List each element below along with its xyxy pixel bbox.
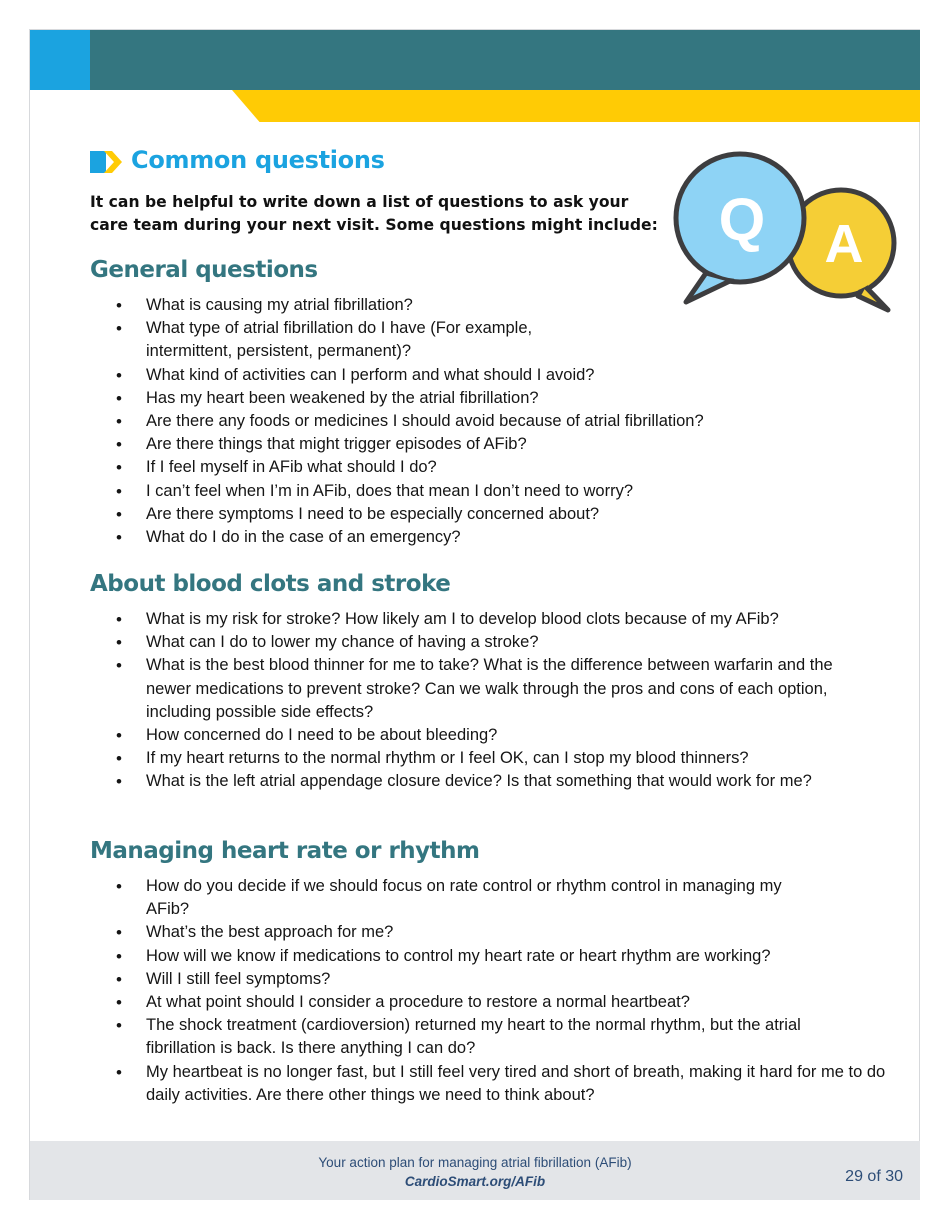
list-item: • If my heart returns to the normal rhythm or I feel OK, can I stop my blood thinners?	[110, 747, 870, 770]
list-item: • How will we know if medications to control my heart rate or heart rhythm are working?	[110, 945, 870, 968]
list-item: • My heartbeat is no longer fast, but I still feel very tired and short of breath, making it hard for me to do daily activities. Are there other things we need to think about?	[110, 1061, 896, 1107]
list-item: • I can’t feel when I’m in AFib, does that mean I don’t need to worry?	[110, 480, 870, 503]
list-item: • Are there things that might trigger episodes of AFib?	[110, 433, 870, 456]
list-item: • At what point should I consider a procedure to restore a normal heartbeat?	[110, 991, 870, 1014]
list-item: • What type of atrial fibrillation do I have (For example, intermittent, persistent, permanent)?	[110, 317, 616, 363]
heart-rate-questions-list	[110, 875, 886, 1107]
header-yellow-stripe	[232, 90, 920, 122]
section-heading-blood-clots: About blood clots and stroke	[90, 571, 451, 597]
section-heading-general: General questions	[90, 257, 318, 283]
footer-title: Your action plan for managing atrial fibrillation (AFib)	[318, 1155, 632, 1170]
list-item: • What’s the best approach for me?	[110, 921, 870, 944]
list-item: • Are there symptoms I need to be especially concerned about?	[110, 503, 870, 526]
list-item: • What is my risk for stroke? How likely am I to develop blood clots because of my AFib?	[110, 608, 870, 631]
list-item: • What is the best blood thinner for me to take? What is the difference between warfarin and the newer medications to prevent stroke? Can we walk through the pros and cons of each option, including possible side effects?	[110, 654, 846, 724]
list-item: • If I feel myself in AFib what should I do?	[110, 456, 870, 479]
qa-speech-bubbles-icon	[668, 140, 904, 320]
list-item: • Has my heart been weakened by the atrial fibrillation?	[110, 387, 870, 410]
list-item: • How concerned do I need to be about bleeding?	[110, 724, 870, 747]
list-item: • What do I do in the case of an emergency?	[110, 526, 870, 549]
list-item: • What kind of activities can I perform and what should I avoid?	[110, 364, 870, 387]
list-item: • What can I do to lower my chance of having a stroke?	[110, 631, 870, 654]
page-number: 29 of 30	[845, 1168, 903, 1185]
header-banner	[90, 30, 920, 90]
list-item: • Will I still feel symptoms?	[110, 968, 870, 991]
q-letter: Q	[718, 186, 766, 253]
general-questions-list	[110, 294, 870, 549]
section-heading-heart-rate: Managing heart rate or rhythm	[90, 838, 480, 864]
list-item: • What is the left atrial appendage closure device? Is that something that would work for me?	[110, 770, 886, 793]
q-bubble	[676, 154, 804, 302]
list-item: • Are there any foods or medicines I should avoid because of atrial fibrillation?	[110, 410, 870, 433]
blood-clots-questions-list	[110, 608, 870, 794]
a-letter: A	[824, 214, 864, 274]
header-accent-block	[30, 30, 90, 90]
intro-text: It can be helpful to write down a list of questions to ask your care team during your next visit. Some questions might include:	[90, 193, 658, 234]
list-item: • What is causing my atrial fibrillation?	[110, 294, 870, 317]
common-questions-title: Common questions	[131, 146, 385, 174]
page-footer	[30, 1141, 920, 1200]
list-item: • The shock treatment (cardioversion) returned my heart to the normal rhythm, but the atrial fibrillation is back. Is there anything I can do?	[110, 1014, 866, 1060]
list-item: • How do you decide if we should focus on rate control or rhythm control in managing my AFib?	[110, 875, 826, 921]
section-arrow-icon	[90, 151, 122, 173]
footer-url: CardioSmart.org/AFib	[404, 1174, 546, 1189]
